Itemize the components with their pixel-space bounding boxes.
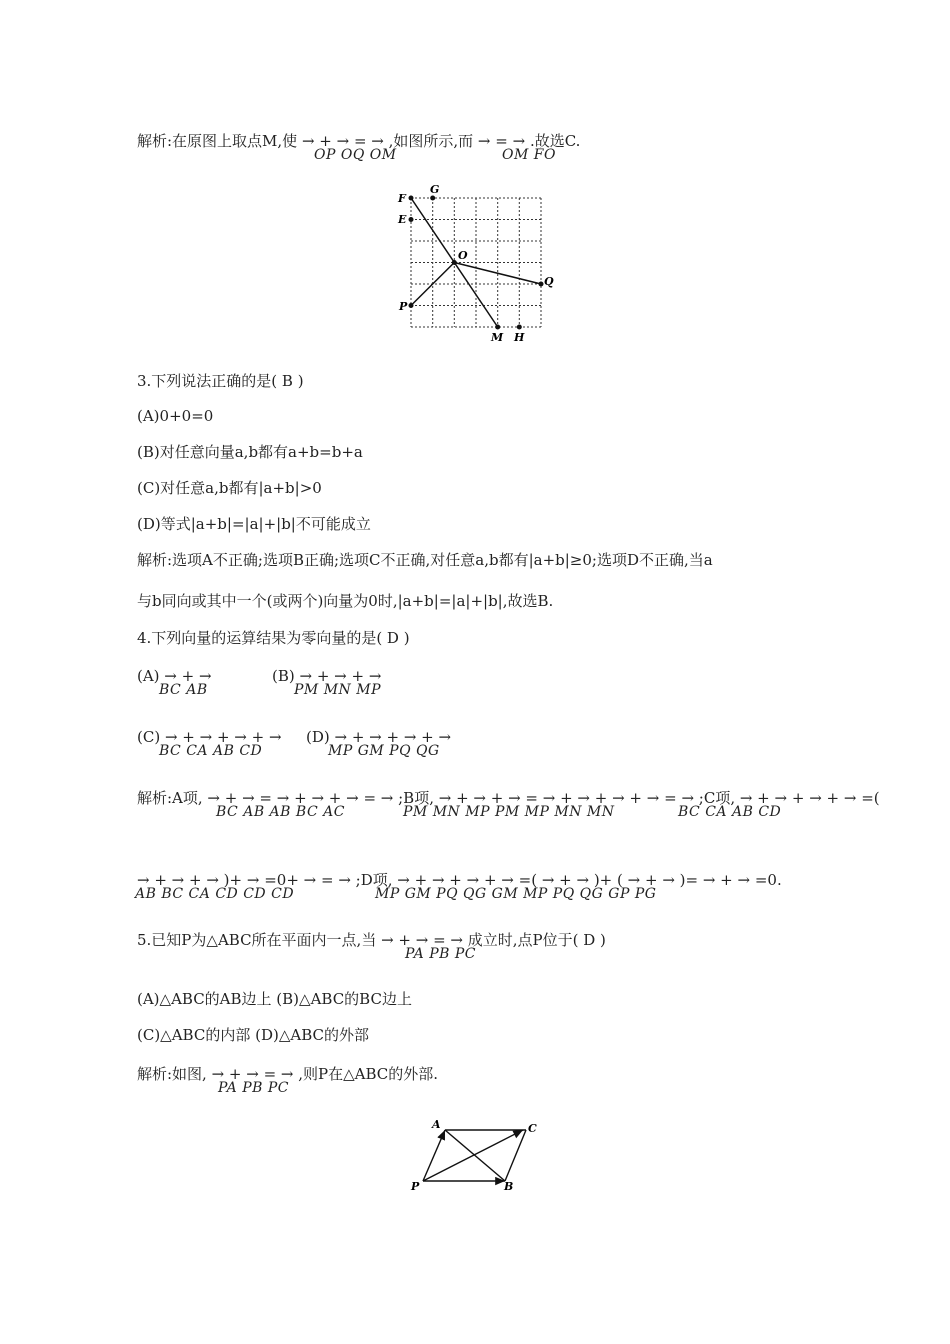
q4-solution-vectors-a: BC AB AB BC AC <box>216 804 345 820</box>
point-label-h: H <box>514 331 525 344</box>
point-label-o: O <box>458 249 468 262</box>
q3-option-a: (A)0+0=0 <box>137 407 214 425</box>
point-label-e: E <box>398 213 407 226</box>
q5-options-row1: (A)△ABC的AB边上 (B)△ABC的BC边上 <box>137 990 412 1008</box>
q2-solution: 解析:在原图上取点M,使 → + → = → ,如图所示,而 → = → .故选C. <box>137 132 581 150</box>
parallelogram-figure <box>405 1110 555 1200</box>
grid-vector-figure <box>390 180 565 345</box>
q4-solution-vectors-b: PM MN MP PM MP MN MN <box>403 804 615 820</box>
q3-option-d: (D)等式|a+b|=|a|+|b|不可能成立 <box>137 515 371 533</box>
q4-option-d: (D) → + → + → + → <box>306 728 452 746</box>
q4-option-b: (B) → + → + → <box>272 667 382 685</box>
point-label-g: G <box>430 183 440 196</box>
q4-option-b-vectors: PM MN MP <box>294 682 381 698</box>
q2-vector-labels-a: OP OQ OM <box>314 147 397 163</box>
q4-solution-line1: 解析:A项, → + → = → + → + → = → ;B项, → + → + → = → + → + → + → = → ;C项, → + → + → + → =( <box>137 789 880 807</box>
q4-option-c: (C) → + → + → + → <box>137 728 282 746</box>
point-label-m: M <box>491 331 504 344</box>
q5-options-row2: (C)△ABC的内部 (D)△ABC的外部 <box>137 1026 369 1044</box>
q4-stem: 4.下列向量的运算结果为零向量的是( D ) <box>137 629 410 647</box>
q5-solution-vectors: PA PB PC <box>218 1080 289 1096</box>
q5-stem: 5.已知P为△ABC所在平面内一点,当 → + → = → 成立时,点P位于( D ) <box>137 931 606 949</box>
q3-option-c: (C)对任意a,b都有|a+b|>0 <box>137 479 322 497</box>
point-label-f: F <box>398 192 406 205</box>
q5-solution: 解析:如图, → + → = → ,则P在△ABC的外部. <box>137 1065 439 1083</box>
point-label-q: Q <box>544 275 554 288</box>
parallelogram-edges <box>423 1130 526 1181</box>
grid-lines <box>411 198 541 327</box>
point-label-p: P <box>399 300 408 313</box>
q4-solution-line2: → + → + → )+ → =0+ → = → ;D项, → + → + → + → =( → + → )+ ( → + → )= → + → =0. <box>137 871 782 889</box>
q4-option-a-vectors: BC AB <box>159 682 208 698</box>
point-label-c: C <box>528 1122 537 1135</box>
q3-solution-line1: 解析:选项A不正确;选项B正确;选项C不正确,对任意a,b都有|a+b|≥0;选项D不正确,当a <box>137 551 713 569</box>
q4-option-a: (A) → + → <box>137 667 212 685</box>
q3-stem: 3.下列说法正确的是( B ) <box>137 372 304 390</box>
q3-option-b: (B)对任意向量a,b都有a+b=b+a <box>137 443 363 461</box>
point-label-b: B <box>504 1180 514 1193</box>
q4-option-c-vectors: BC CA AB CD <box>159 743 263 759</box>
q4-solution-vectors-d: AB BC CA CD CD CD <box>135 886 295 902</box>
q4-solution-vectors-e: MP GM PQ QG GM MP PQ QG GP PG <box>375 886 657 902</box>
q4-solution-vectors-c: BC CA AB CD <box>678 804 782 820</box>
q3-solution-line2: 与b同向或其中一个(或两个)向量为0时,|a+b|=|a|+|b|,故选B. <box>137 592 554 610</box>
q2-vector-labels-b: OM FO <box>502 147 556 163</box>
point-label-p: P <box>411 1180 420 1193</box>
q4-option-d-vectors: MP GM PQ QG <box>328 743 440 759</box>
point-label-a: A <box>432 1118 441 1131</box>
q5-stem-vectors: PA PB PC <box>405 946 476 962</box>
